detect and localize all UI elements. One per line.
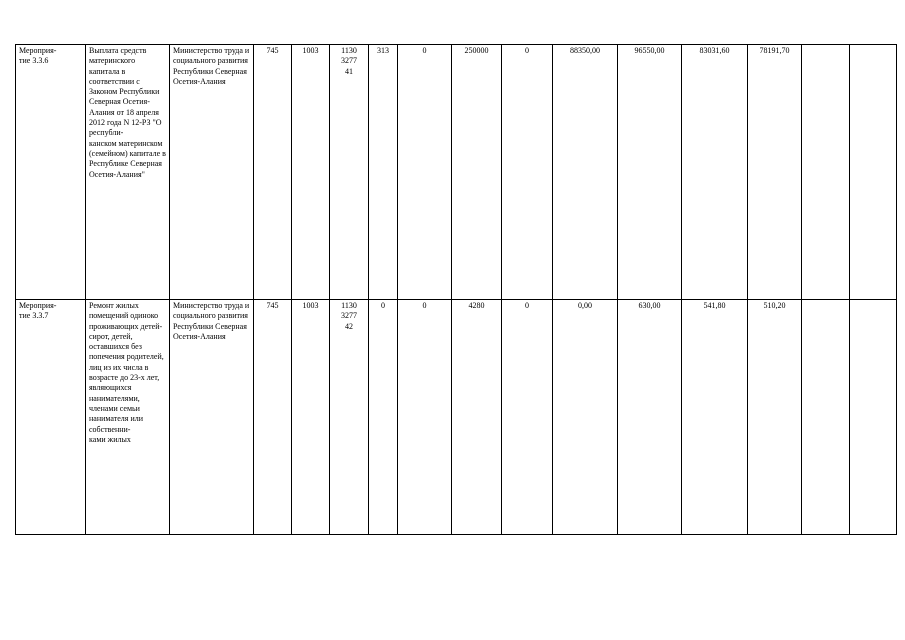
csr-code: 1130 3277 41 bbox=[341, 46, 357, 76]
value-cell bbox=[618, 300, 682, 535]
value-4: 88350,00 bbox=[570, 46, 600, 55]
value-cell bbox=[452, 300, 502, 535]
value-cell bbox=[553, 45, 618, 300]
value-4: 0,00 bbox=[578, 301, 592, 310]
value-cell bbox=[452, 45, 502, 300]
value-6: 83031,60 bbox=[699, 46, 730, 55]
value-cell bbox=[850, 45, 897, 300]
budget-table bbox=[15, 44, 897, 535]
vr-cell bbox=[369, 300, 398, 535]
value-5: 630,00 bbox=[638, 301, 661, 310]
executor-cell bbox=[170, 45, 254, 300]
value-cell bbox=[748, 300, 802, 535]
value-cell bbox=[802, 300, 850, 535]
description-text: Выплата средств материнского капитала в соответствии с Законом Республики Северная Осетия-Алания от 18 апреля 2012 года N 12-РЗ "О республи- канском материнском (семейном) капитале в Республике Северная Осетия-Алания" bbox=[89, 46, 166, 179]
event-cell bbox=[16, 300, 86, 535]
csr-cell bbox=[330, 45, 369, 300]
grbs-cell bbox=[254, 300, 292, 535]
rzpr-code: 1003 bbox=[302, 301, 319, 310]
vr-cell bbox=[369, 45, 398, 300]
rzpr-cell bbox=[292, 45, 330, 300]
csr-code: 1130 3277 42 bbox=[341, 301, 357, 331]
value-cell bbox=[850, 300, 897, 535]
csr-cell bbox=[330, 300, 369, 535]
value-cell bbox=[682, 45, 748, 300]
value-cell bbox=[553, 300, 618, 535]
rzpr-cell bbox=[292, 300, 330, 535]
rzpr-code: 1003 bbox=[302, 46, 319, 55]
value-3: 0 bbox=[525, 301, 529, 310]
value-5: 96550,00 bbox=[634, 46, 665, 55]
description-text: Ремонт жилых помещений одиноко проживающих детей-сирот, детей, оставшихся без попечения родителей, лиц из их числа в возрасте до 23-х лет, являющихся нанимателями, членами семьи нанимателя или собственни- ками жилых bbox=[89, 301, 164, 444]
value-cell bbox=[398, 300, 452, 535]
executor-cell bbox=[170, 300, 254, 535]
vr-code: 0 bbox=[381, 301, 385, 310]
value-1: 0 bbox=[422, 301, 427, 310]
value-cell bbox=[398, 45, 452, 300]
value-2: 4280 bbox=[468, 301, 485, 310]
description-cell bbox=[86, 45, 170, 300]
value-cell bbox=[802, 45, 850, 300]
value-cell bbox=[682, 300, 748, 535]
value-cell bbox=[502, 300, 553, 535]
event-label: Мероприя- тие 3.3.6 bbox=[19, 46, 57, 66]
value-cell bbox=[502, 45, 553, 300]
value-cell bbox=[748, 45, 802, 300]
table-row bbox=[16, 300, 897, 535]
grbs-code: 745 bbox=[266, 301, 279, 310]
vr-code: 313 bbox=[377, 46, 389, 55]
description-cell bbox=[86, 300, 170, 535]
value-6: 541,80 bbox=[703, 301, 726, 310]
value-1: 0 bbox=[422, 46, 427, 55]
value-3: 0 bbox=[525, 46, 529, 55]
executor-text: Министерство труда и социального развития Республики Северная Осетия-Алания bbox=[173, 301, 250, 341]
grbs-code: 745 bbox=[266, 46, 279, 55]
value-cell bbox=[618, 45, 682, 300]
value-2: 250000 bbox=[464, 46, 489, 55]
value-7: 78191,70 bbox=[759, 46, 790, 55]
value-7: 510,20 bbox=[763, 301, 786, 310]
executor-text: Министерство труда и социального развития Республики Северная Осетия-Алания bbox=[173, 46, 250, 86]
event-label: Мероприя- тие 3.3.7 bbox=[19, 301, 57, 321]
table-row bbox=[16, 45, 897, 300]
event-cell bbox=[16, 45, 86, 300]
grbs-cell bbox=[254, 45, 292, 300]
